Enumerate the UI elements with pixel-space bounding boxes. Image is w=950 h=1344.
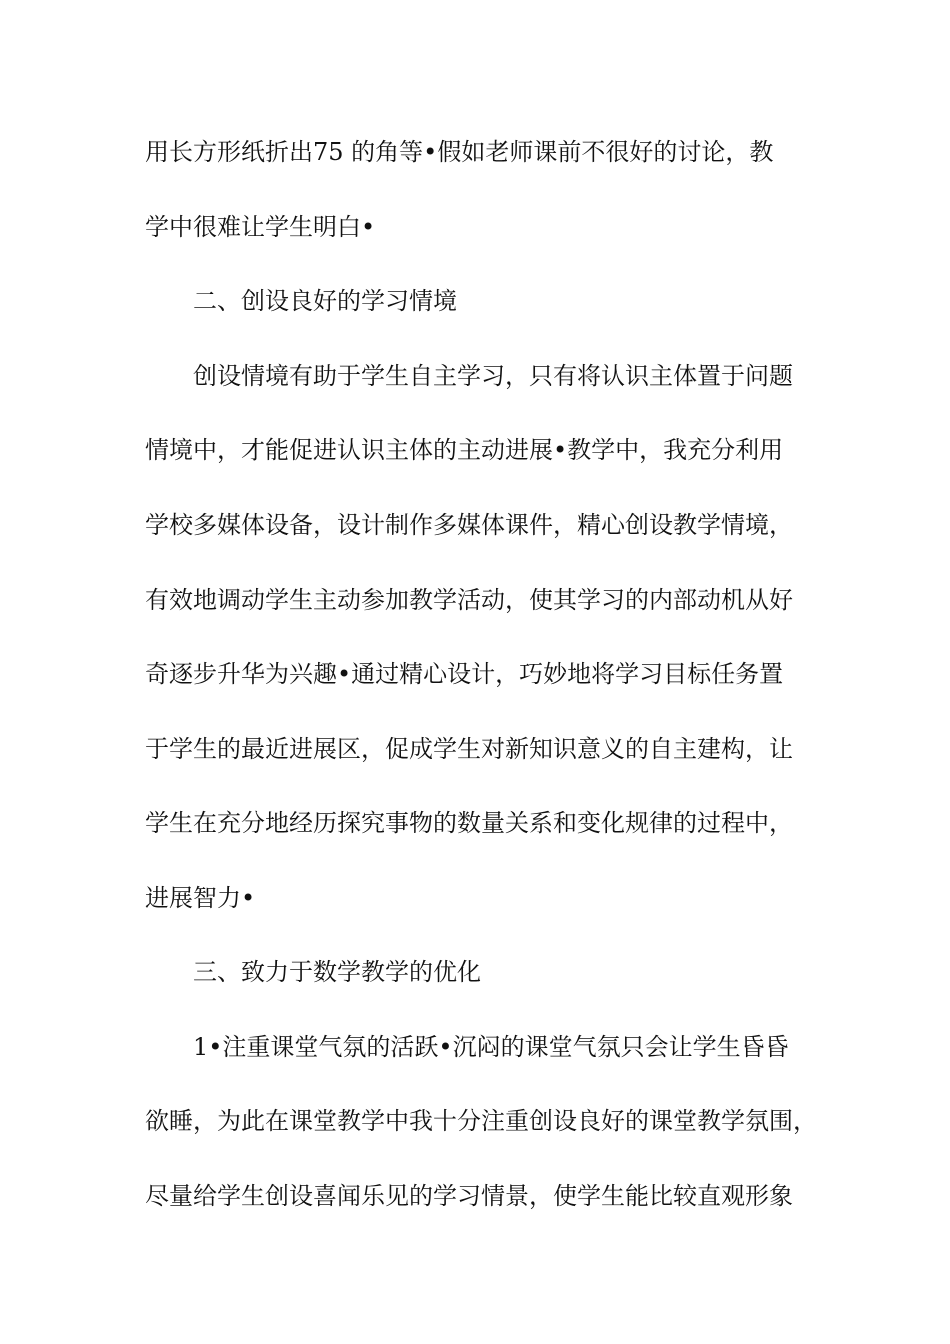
section-heading-2: 二、创设良好的学习情境 — [193, 287, 457, 315]
text-line-11: 进展智力• — [145, 884, 256, 912]
text-line-5: 情境中，才能促进认识主体的主动进展•教学中，我充分利用 — [145, 436, 784, 464]
text-line-9: 于学生的最近进展区，促成学生对新知识意义的自主建构，让 — [145, 735, 793, 763]
text-line-10: 学生在充分地经历探究事物的数量关系和变化规律的过程中， — [145, 809, 793, 837]
text-line-4: 创设情境有助于学生自主学习，只有将认识主体置于问题 — [193, 362, 793, 390]
text-line-8: 奇逐步升华为兴趣•通过精心设计，巧妙地将学习目标任务置 — [145, 660, 784, 688]
text-line-2: 学中很难让学生明白• — [145, 213, 376, 241]
text-line-15: 尽量给学生创设喜闻乐见的学习情景，使学生能比较直观形象 — [145, 1182, 793, 1210]
text-line-7: 有效地调动学生主动参加教学活动，使其学习的内部动机从好 — [145, 586, 793, 614]
section-heading-3: 三、致力于数学教学的优化 — [193, 958, 481, 986]
text-line-14: 欲睡，为此在课堂教学中我十分注重创设良好的课堂教学氛围， — [145, 1107, 817, 1135]
text-line-13: 1•注重课堂气氛的活跃•沉闷的课堂气氛只会让学生昏昏 — [193, 1033, 789, 1061]
text-line-1: 用长方形纸折出75 的角等•假如老师课前不很好的讨论，教 — [145, 138, 774, 166]
text-line-6: 学校多媒体设备，设计制作多媒体课件，精心创设教学情境， — [145, 511, 793, 539]
